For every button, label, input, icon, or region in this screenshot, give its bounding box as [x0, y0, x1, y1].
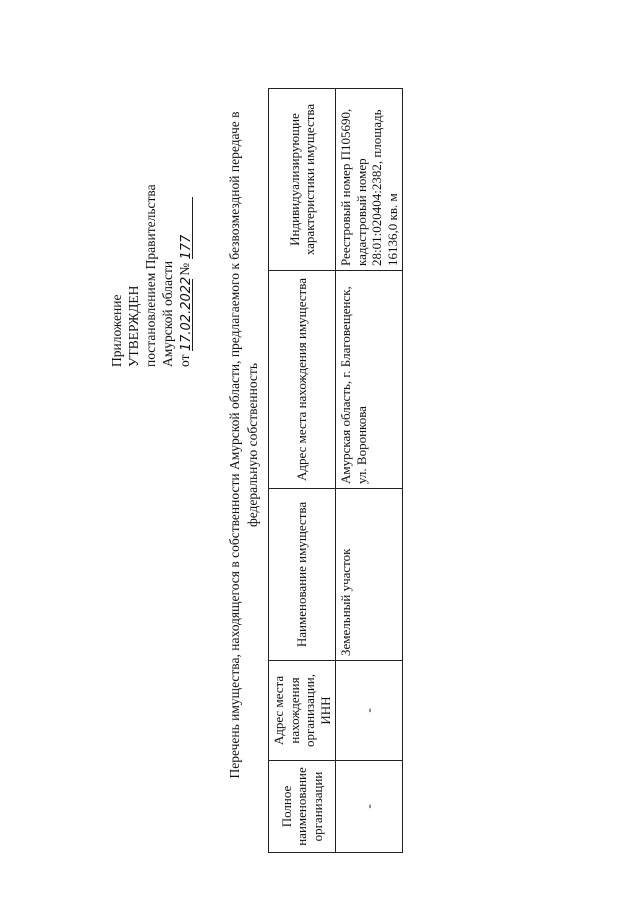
from-label: от	[177, 354, 192, 367]
handwritten-number: 177	[179, 234, 194, 260]
table-header-row	[269, 89, 336, 853]
number-field	[177, 198, 193, 260]
resolution-label: постановлением Правительства	[143, 184, 158, 367]
cell-property-name: Земельный участок	[336, 489, 403, 661]
approval-block	[108, 184, 193, 367]
header-org-name: Полное наименование организации	[269, 761, 336, 853]
title-line-1: Перечень имущества, находящегося в собственности Амурской области, предлагаемого к безвозмездной передаче в	[227, 111, 242, 779]
document-title	[226, 75, 262, 815]
header-org-address: Адрес места нахождения организации, ИНН	[269, 661, 336, 761]
cell-characteristics: Реестровый номер П105690, кадастровый номер 28:01:020404:2382, площадь 16136,0 кв. м	[336, 89, 403, 271]
header-property-address: Адрес места нахождения имущества	[269, 271, 336, 489]
cell-org-name: -	[336, 761, 403, 853]
approved-label: УТВЕРЖДЕН	[126, 285, 141, 367]
handwritten-date: 17.02.2022	[179, 276, 194, 352]
title-line-2: федеральную собственность	[245, 363, 260, 527]
appendix-label: Приложение	[109, 294, 124, 367]
property-table	[268, 88, 403, 853]
date-number-line	[176, 184, 193, 367]
header-property-name: Наименование имущества	[269, 489, 336, 661]
table-row	[336, 89, 403, 853]
cell-org-address: -	[336, 661, 403, 761]
cell-property-address: Амурская область, г. Благовещенск, ул. Воронкова	[336, 271, 403, 489]
number-label: №	[177, 262, 192, 276]
header-characteristics: Индивидуализирующие характеристики имущества	[269, 89, 336, 271]
date-field	[177, 276, 194, 352]
region-label: Амурской области	[160, 260, 175, 367]
